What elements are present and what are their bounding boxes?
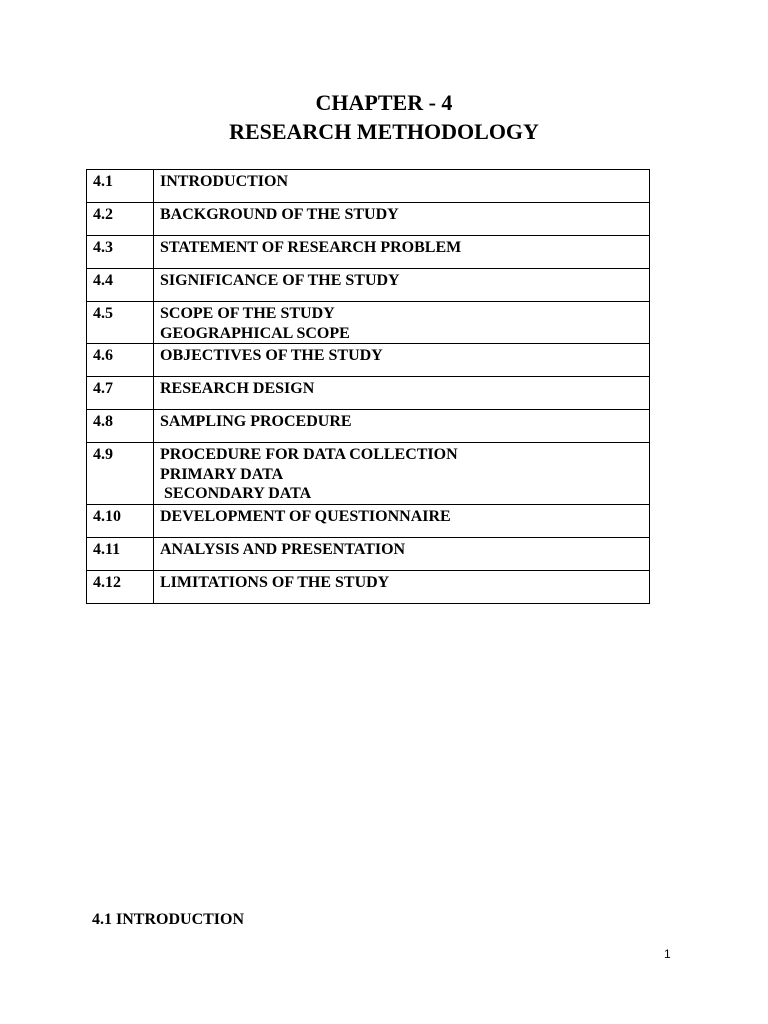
- section-number: 4.5: [87, 302, 154, 344]
- section-title-cell: [154, 269, 650, 302]
- section-title-cell: [154, 377, 650, 410]
- section-title: PRIMARY DATA: [160, 465, 284, 483]
- table-row: [87, 537, 650, 570]
- section-heading: 4.1 INTRODUCTION: [92, 911, 245, 928]
- section-title: GEOGRAPHICAL SCOPE: [160, 324, 350, 342]
- section-title: STATEMENT OF RESEARCH PROBLEM: [160, 239, 462, 256]
- section-number: 4.12: [87, 570, 154, 603]
- table-row: [87, 203, 650, 236]
- page-number: 1: [664, 947, 671, 961]
- table-row: [87, 344, 650, 377]
- section-title: SIGNIFICANCE OF THE STUDY: [160, 272, 400, 289]
- section-title: OBJECTIVES OF THE STUDY: [160, 347, 383, 364]
- section-title-cell: [154, 170, 650, 203]
- table-row: [87, 410, 650, 443]
- section-title: BACKGROUND OF THE STUDY: [160, 206, 399, 223]
- table-row: [87, 236, 650, 269]
- section-number: 4.2: [87, 203, 154, 236]
- section-title-cell: [154, 443, 650, 505]
- chapter-number: CHAPTER - 4: [315, 90, 453, 115]
- section-title: SCOPE OF THE STUDY: [160, 305, 335, 322]
- section-title: ANALYSIS AND PRESENTATION: [160, 540, 406, 558]
- contents-table: [86, 169, 650, 604]
- section-title: SECONDARY DATA: [160, 485, 312, 502]
- table-row: [87, 377, 650, 410]
- section-title-cell: [154, 570, 650, 603]
- contents-table-body: [87, 170, 650, 604]
- section-title-cell: [154, 504, 650, 537]
- section-number: 4.8: [87, 410, 154, 443]
- section-title: RESEARCH DESIGN: [160, 380, 315, 397]
- section-number: 4.4: [87, 269, 154, 302]
- section-number: 4.1: [87, 170, 154, 203]
- table-row: [87, 302, 650, 344]
- section-title-cell: [154, 344, 650, 377]
- section-title-cell: [154, 236, 650, 269]
- section-title: INTRODUCTION: [160, 173, 289, 190]
- table-row: [87, 170, 650, 203]
- section-number: 4.7: [87, 377, 154, 410]
- section-title-cell: [154, 537, 650, 570]
- section-title-cell: [154, 203, 650, 236]
- chapter-heading: [0, 88, 768, 146]
- chapter-title: RESEARCH METHODOLOGY: [229, 119, 539, 144]
- table-row: [87, 504, 650, 537]
- section-number: 4.9: [87, 443, 154, 505]
- section-title-cell: [154, 410, 650, 443]
- section-number: 4.3: [87, 236, 154, 269]
- table-row: [87, 443, 650, 505]
- section-title: DEVELOPMENT OF QUESTIONNAIRE: [160, 507, 451, 525]
- section-title: PROCEDURE FOR DATA COLLECTION: [160, 446, 458, 463]
- section-number: 4.6: [87, 344, 154, 377]
- section-number: 4.11: [87, 537, 154, 570]
- section-title: LIMITATIONS OF THE STUDY: [160, 573, 390, 591]
- table-row: [87, 269, 650, 302]
- section-title: SAMPLING PROCEDURE: [160, 413, 352, 430]
- table-row: [87, 570, 650, 603]
- section-title-cell: [154, 302, 650, 344]
- section-number: 4.10: [87, 504, 154, 537]
